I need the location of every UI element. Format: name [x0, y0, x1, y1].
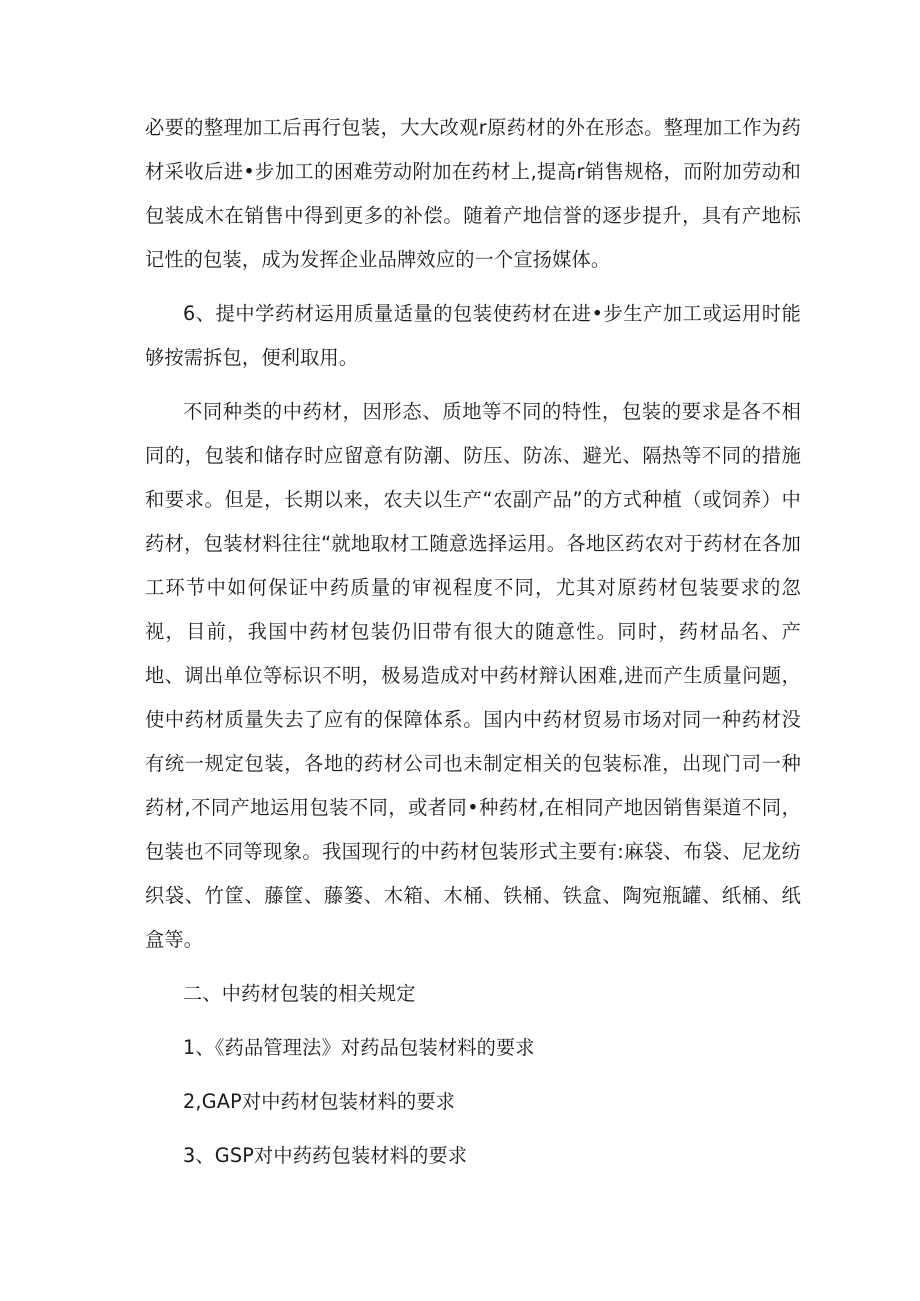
document-body [145, 106, 801, 1188]
list-item-drug-law: 1、《药品管理法》对药品包装材料的要求 [183, 1036, 535, 1059]
section-heading: 二、中药材包装的相关规定 [183, 982, 416, 1005]
paragraph-continuation: 必要的整理加工后再行包装，大大改观r原药材的外在形态。整理加工作为药材采收后进•步加工的困难劳动附加在药材上,提高r销售规格，而附加劳动和包装成木在销售中得到更多的补偿。随着产地信誉的逐步提升，具有产地标记性的包装，成为发挥企业品牌效应的一个宣扬媒体。 [145, 116, 801, 271]
paragraph-packaging-status: 不同种类的中药材，因形态、质地等不同的特性，包装的要求是各不相同的，包装和储存时应留意有防潮、防压、防冻、避光、隔热等不同的措施和要求。但是，长期以来，农夫以生产“农副产品”的方式种植（或饲养）中药材，包装材料往往“就地取材工随意选择运用。各地区药农对于药材在各加工环节中如何保证中药质量的审视程度不同，尤其对原药材包装要求的忽视，目前，我国中药材包装仍旧带有很大的随意性。同时，药材品名、产地、调出单位等标识不明，极易造成对中药材辩认困难,进而产生质量问题，使中药材质量失去了应有的保障体系。国内中药材贸易市场对同一种药材没有统一规定包装，各地的药材公司也未制定相关的包装标准，出现门司一种药材,不同产地运用包装不同，或者同•种药材,在相同产地因销售渠道不同，包装也不同等现象。我国现行的中药材包装形式主要有:麻袋、布袋、尼龙纺织袋、竹筐、藤筐、藤篓、木箱、木桶、铁桶、铁盒、陶宛瓶罐、纸桶、纸盒等。 [145, 400, 801, 951]
paragraph-item-6: 6、提中学药材运用质量适量的包装使药材在进•步生产加工或运用时能够按需拆包，便利取用。 [145, 302, 801, 369]
list-item-gap: 2,GAP对中药材包装材料的要求 [183, 1090, 456, 1113]
list-item-gsp: 3、GSP对中药药包装材料的要求 [183, 1144, 468, 1167]
